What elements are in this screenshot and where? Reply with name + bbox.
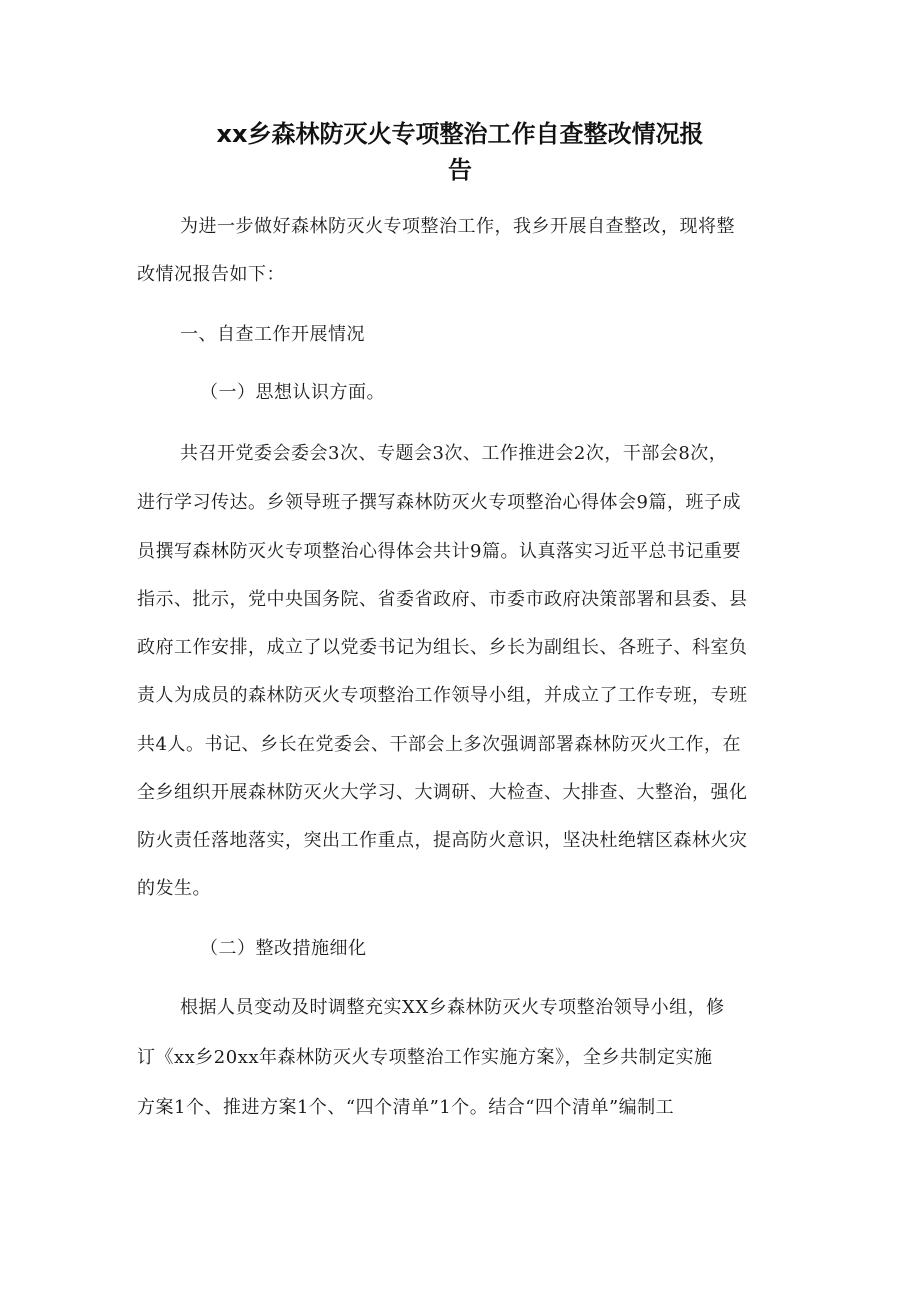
subsection-1-heading: （一）思想认识方面。	[200, 382, 385, 403]
subsection-1-line-1: 共召开党委会委会3次、专题会3次、工作推进会2次，干部会8次，	[180, 443, 728, 464]
subsection-2-line-2: 订《xx乡20xx年森林防灭火专项整治工作实施方案》，全乡共制定实施	[137, 1047, 713, 1068]
subsection-2-line-3: 方案1个、推进方案1个、“四个清单”1个。结合“四个清单”编制工	[137, 1097, 675, 1118]
subsection-1-line-10: 的发生。	[137, 878, 211, 899]
subsection-1-line-6: 责人为成员的森林防灭火专项整治工作领导小组，并成立了工作专班，专班	[137, 685, 748, 706]
subsection-1-line-5: 政府工作安排，成立了以党委书记为组长、乡长为副组长、各班子、科室负	[137, 637, 748, 658]
subsection-1-line-3: 员撰写森林防灭火专项整治心得体会共计9篇。认真落实习近平总书记重要	[137, 541, 741, 562]
document-title-line-2: 告	[448, 156, 472, 184]
subsection-1-line-7: 共4人。书记、乡长在党委会、干部会上多次强调部署森林防灭火工作，在	[137, 734, 741, 755]
document-title-line-1: xx乡森林防灭火专项整治工作自查整改情况报	[216, 120, 704, 148]
intro-line-1: 为进一步做好森林防灭火专项整治工作，我乡开展自查整改，现将整	[180, 216, 735, 237]
subsection-1-line-8: 全乡组织开展森林防灭火大学习、大调研、大检查、大排查、大整治，强化	[137, 782, 748, 803]
subsection-1-line-9: 防火责任落地落实，突出工作重点，提高防火意识，坚决杜绝辖区森林火灾	[137, 830, 748, 851]
section-1-heading: 一、自查工作开展情况	[180, 324, 365, 345]
subsection-2-line-1: 根据人员变动及时调整充实XX乡森林防灭火专项整治领导小组，修	[180, 997, 725, 1018]
intro-line-2: 改情况报告如下：	[137, 264, 285, 285]
subsection-1-line-4: 指示、批示，党中央国务院、省委省政府、市委市政府决策部署和县委、县	[137, 589, 748, 610]
subsection-1-line-2: 进行学习传达。乡领导班子撰写森林防灭火专项整治心得体会9篇，班子成	[137, 492, 741, 513]
subsection-2-heading: （二）整改措施细化	[200, 938, 367, 959]
